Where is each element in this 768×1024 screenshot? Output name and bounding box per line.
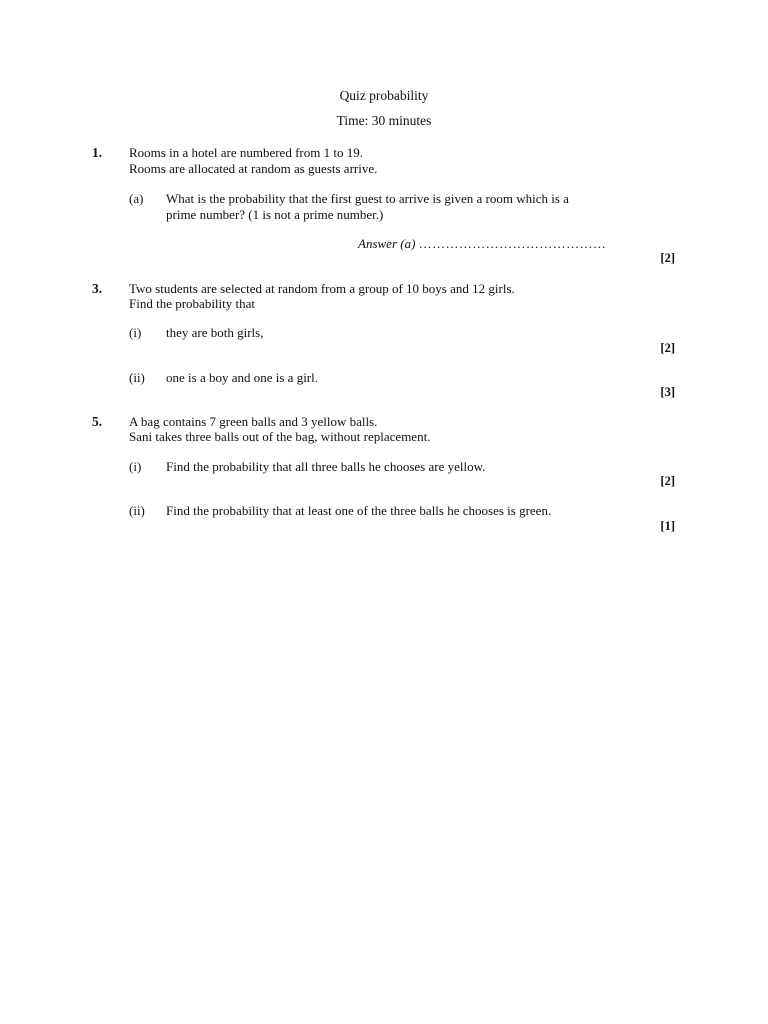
part-text-line: Find the probability that all three balls he chooses are yellow. <box>166 459 486 474</box>
question-text-line: Rooms in a hotel are numbered from 1 to 19. <box>129 145 363 160</box>
marks-label: [2] <box>660 474 675 488</box>
question-text-line: Two students are selected at random from a group of 10 boys and 12 girls. <box>129 281 515 296</box>
question-text-line: Sani takes three balls out of the bag, without replacement. <box>129 429 431 444</box>
quiz-time: Time: 30 minutes <box>336 113 432 128</box>
question-text-line: A bag contains 7 green balls and 3 yellow balls. <box>129 414 378 429</box>
answer-label: Answer (a) <box>358 236 416 251</box>
marks-label: [2] <box>660 341 675 355</box>
part-label: (i) <box>129 459 142 474</box>
question-text-line: Rooms are allocated at random as guests arrive. <box>129 161 378 176</box>
part-label: (ii) <box>129 503 145 518</box>
part-label: (i) <box>129 325 142 340</box>
question-text-line: Find the probability that <box>129 296 256 311</box>
marks-label: [2] <box>660 251 675 265</box>
question-number: 3. <box>92 281 103 296</box>
part-text-line: they are both girls, <box>166 325 264 340</box>
part-text-line: one is a boy and one is a girl. <box>166 370 318 385</box>
marks-label: [1] <box>660 519 675 533</box>
part-label: (ii) <box>129 370 145 385</box>
quiz-title: Quiz probability <box>339 88 429 103</box>
part-text-line: prime number? (1 is not a prime number.) <box>166 207 384 222</box>
answer-line <box>358 236 606 251</box>
marks-label: [3] <box>660 385 675 399</box>
answer-dots: …………………………………… <box>418 236 607 251</box>
question-number: 1. <box>92 145 103 160</box>
part-label: (a) <box>129 191 144 206</box>
part-text-line: What is the probability that the first guest to arrive is given a room which is a <box>166 191 569 206</box>
part-text-line: Find the probability that at least one of the three balls he chooses is green. <box>166 503 552 518</box>
question-number: 5. <box>92 414 103 429</box>
